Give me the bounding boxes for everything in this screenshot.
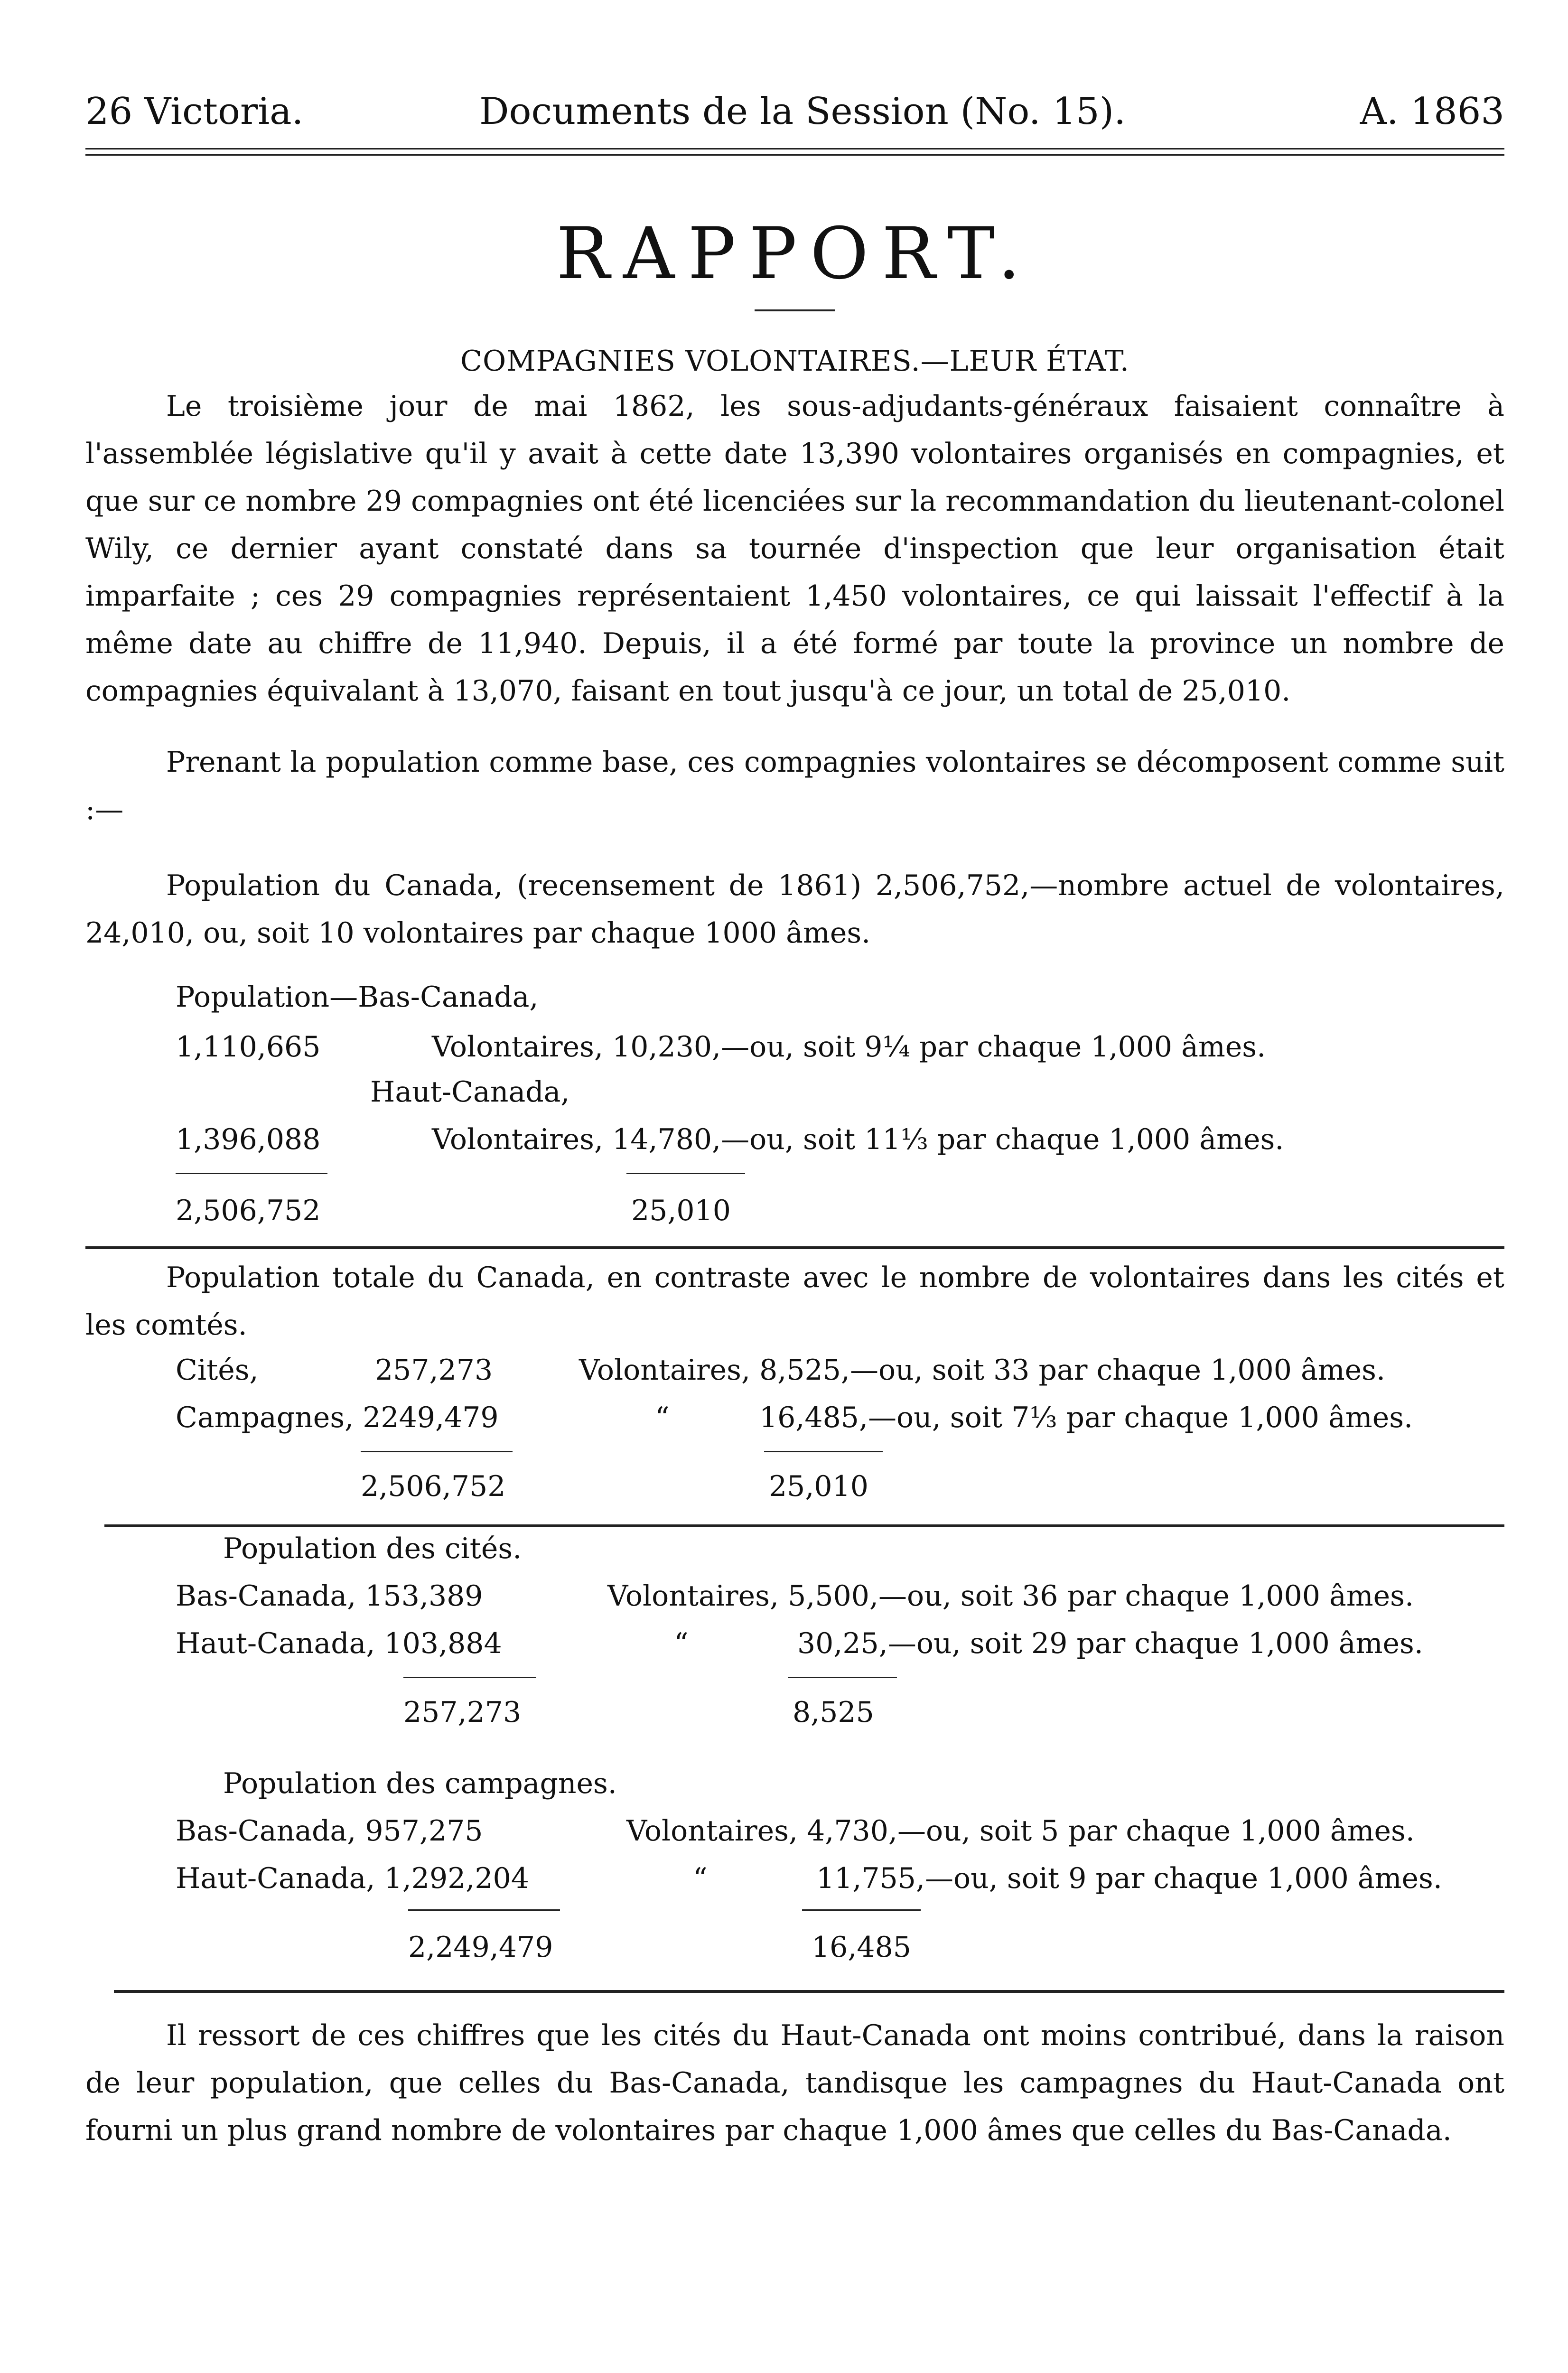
section2-row2-ditto: “	[655, 1401, 670, 1434]
section-city-population	[85, 1527, 1504, 1767]
section-countryside-population	[85, 1767, 1504, 1990]
section1-sum-rule-vol	[626, 1173, 745, 1174]
report-subtitle: COMPAGNIES VOLONTAIRES.—LEUR ÉTAT.	[460, 345, 1129, 378]
section4-row2-ditto: “	[693, 1862, 708, 1895]
section4-row2-text: 11,755,—ou, soit 9 par chaque 1,000 âmes.	[816, 1862, 1442, 1895]
title-rule	[755, 309, 835, 311]
section3-row2-text: 30,25,—ou, soit 29 par chaque 1,000 âmes.	[797, 1627, 1423, 1660]
section2-row1-pop: 257,273	[375, 1354, 493, 1387]
section4-row1-text: Volontaires, 4,730,—ou, soit 5 par chaque 1,000 âmes.	[626, 1814, 1415, 1848]
section4-total-vol: 16,485	[812, 1931, 911, 1964]
section1-divider	[85, 1246, 1504, 1249]
section3-total-pop: 257,273	[403, 1696, 522, 1729]
section3-sum-rule-pop	[403, 1677, 536, 1678]
section4-sum-rule-vol	[802, 1909, 921, 1911]
section4-divider	[114, 1990, 1504, 1993]
section1-heading: Population—Bas-Canada,	[176, 981, 539, 1014]
section2-sum-rule-vol	[764, 1451, 883, 1452]
section-population-canada	[85, 981, 1504, 1246]
section-cities-vs-counties	[85, 1349, 1504, 1524]
header-rule-bottom	[85, 154, 1504, 156]
header-left: 26 Victoria.	[85, 90, 304, 133]
section3-heading: Population des cités.	[223, 1532, 522, 1565]
section1-subheading: Haut-Canada,	[370, 1075, 570, 1109]
section2-sum-rule-pop	[361, 1451, 513, 1452]
section2-heading: Population totale du Canada, en contraste avec le nombre de volontaires dans les cités et les comtés.	[85, 1261, 1504, 1342]
section3-sum-rule-vol	[788, 1677, 897, 1678]
section2-row1-label: Cités,	[176, 1354, 259, 1387]
header-right: A. 1863	[1360, 90, 1504, 133]
section4-row1-label: Bas-Canada, 957,275	[176, 1814, 483, 1848]
section4-heading: Population des campagnes.	[223, 1767, 617, 1800]
conclusion-paragraph: Il ressort de ces chiffres que les cités du Haut-Canada ont moins contribué, dans la raison de leur population, que celles du Bas-Canada, tandisque les campagnes du Haut-Canada ont fourni un plus grand nombre de volontaires par chaque 1,000 âmes que celles du Bas-Canada.	[85, 2019, 1504, 2147]
section2-total-vol: 25,010	[769, 1470, 868, 1503]
intro-paragraph-3: Population du Canada, (recensement de 1861) 2,506,752,—nombre actuel de volontaires, 24,010, ou, soit 10 volontaires par chaque 1000 âmes.	[85, 869, 1504, 950]
intro-paragraph-2: Prenant la population comme base, ces compagnies volontaires se décomposent comme suit :—	[85, 746, 1504, 826]
running-header	[85, 71, 1504, 142]
section3-row2-ditto: “	[674, 1627, 689, 1660]
section3-row1-label: Bas-Canada, 153,389	[176, 1579, 483, 1613]
header-center: Documents de la Session (No. 15).	[479, 90, 1126, 133]
section2-total-pop: 2,506,752	[361, 1470, 506, 1503]
section4-row2-label: Haut-Canada, 1,292,204	[176, 1862, 529, 1895]
report-title: RAPPORT.	[556, 213, 1034, 295]
section1-total-pop: 2,506,752	[176, 1194, 321, 1227]
header-rule-top	[85, 148, 1504, 149]
section1-row2-text: Volontaires, 14,780,—ou, soit 11⅓ par chaque 1,000 âmes.	[432, 1123, 1284, 1156]
section4-total-pop: 2,249,479	[408, 1931, 553, 1964]
section1-row1-pop: 1,110,665	[176, 1030, 321, 1064]
section1-total-vol: 25,010	[631, 1194, 731, 1227]
section3-total-vol: 8,525	[793, 1696, 874, 1729]
document-page	[85, 71, 1504, 2183]
section2-row1-text: Volontaires, 8,525,—ou, soit 33 par chaque 1,000 âmes.	[579, 1354, 1386, 1387]
section2-row2-text: 16,485,—ou, soit 7⅓ par chaque 1,000 âmes.	[759, 1401, 1413, 1434]
section1-row2-pop: 1,396,088	[176, 1123, 321, 1156]
section1-sum-rule-pop	[176, 1173, 327, 1174]
section4-sum-rule-pop	[408, 1909, 560, 1911]
intro-paragraph-1: Le troisième jour de mai 1862, les sous-adjudants-généraux faisaient connaître à l'assemblée législative qu'il y avait à cette date 13,390 volontaires organisés en compagnies, et que sur ce nombre 29 compagnies ont été licenciées sur la recommandation du lieutenant-colonel Wily, ce dernier ayant constaté dans sa tournée d'inspection que leur organisation était imparfaite ; ces 29 compagnies représentaient 1,450 volontaires, ce qui laissait l'effectif à la même date au chiffre de 11,940. Depuis, il a été formé par toute la province un nombre de compagnies équivalant à 13,070, faisant en tout jusqu'à ce jour, un total de 25,010.	[85, 390, 1504, 708]
section3-row1-text: Volontaires, 5,500,—ou, soit 36 par chaque 1,000 âmes.	[607, 1579, 1414, 1613]
section2-row2-label: Campagnes, 2249,479	[176, 1401, 499, 1434]
section1-row1-text: Volontaires, 10,230,—ou, soit 9¼ par chaque 1,000 âmes.	[432, 1030, 1266, 1064]
section3-row2-label: Haut-Canada, 103,884	[176, 1627, 502, 1660]
